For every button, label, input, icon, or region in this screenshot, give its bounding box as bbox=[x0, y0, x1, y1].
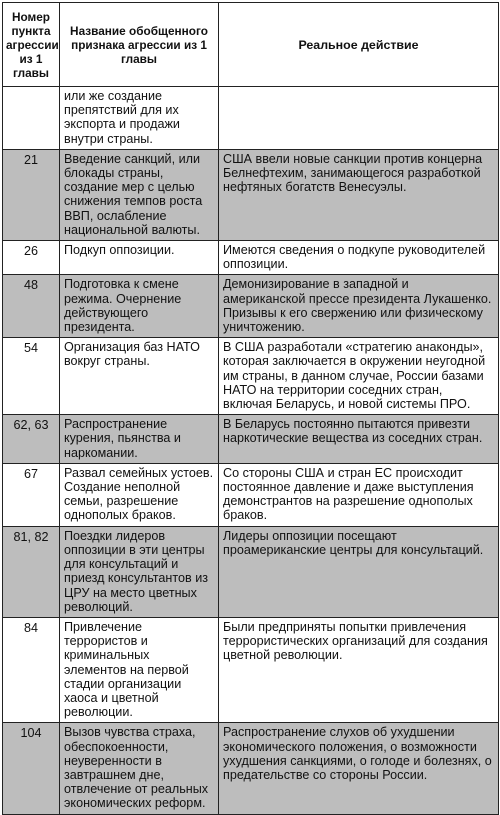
table-body bbox=[3, 87, 499, 815]
cell-sign-name: Поездки лидеров оппозиции в эти центры для консультаций и приезд консультантов из ЦРУ на место цветных революций. bbox=[60, 526, 219, 617]
table-row bbox=[3, 723, 499, 814]
table-row bbox=[3, 87, 499, 150]
header-number: Номер пункта агрессии из 1 главы bbox=[3, 3, 60, 87]
cell-number: 21 bbox=[3, 149, 60, 240]
cell-real-action: США ввели новые санкции против концерна Белнефтехим, занимающегося разработкой нефтяных богатств Венесуэлы. bbox=[219, 149, 499, 240]
table-row bbox=[3, 149, 499, 240]
cell-number: 104 bbox=[3, 723, 60, 814]
cell-real-action: В США разработали «стратегию анаконды», которая заключается в окружении неугодной им страны, в данном случае, России базами НАТО на территории соседних стран, включая Беларусь, и новой системы ПРО. bbox=[219, 338, 499, 415]
table-row bbox=[3, 526, 499, 617]
cell-number: 81, 82 bbox=[3, 526, 60, 617]
cell-sign-name: Развал семейных устоев. Создание неполной семьи, разрешение однополых браков. bbox=[60, 463, 219, 526]
cell-real-action: Демонизирование в западной и американской прессе президента Лукашенко. Призывы к его свержению или физическому уничтожению. bbox=[219, 275, 499, 338]
cell-number: 54 bbox=[3, 338, 60, 415]
table-row bbox=[3, 241, 499, 275]
cell-sign-name: Распространение курения, пьянства и наркомании. bbox=[60, 415, 219, 464]
cell-sign-name: Подкуп оппозиции. bbox=[60, 241, 219, 275]
cell-number: 26 bbox=[3, 241, 60, 275]
table-row bbox=[3, 415, 499, 464]
cell-number: 62, 63 bbox=[3, 415, 60, 464]
cell-sign-name: Вызов чувства страха, обеспокоенности, неуверенности в завтрашнем дне, отвлечение от реальных экономических реформ. bbox=[60, 723, 219, 814]
cell-real-action: Имеются сведения о подкупе руководителей оппозиции. bbox=[219, 241, 499, 275]
cell-sign-name: Подготовка к смене режима. Очернение действующего президента. bbox=[60, 275, 219, 338]
cell-sign-name: Введение санкций, или блокады страны, создание мер с целью снижения темпов роста ВВП, ослабление национальной валюты. bbox=[60, 149, 219, 240]
table-row bbox=[3, 275, 499, 338]
header-sign-name: Название обобщенного признака агрессии из 1 главы bbox=[60, 3, 219, 87]
cell-number bbox=[3, 87, 60, 150]
cell-sign-name: Привлечение террористов и криминальных элементов на первой стадии организации хаоса и цветной революции. bbox=[60, 617, 219, 722]
cell-sign-name: или же создание препятствий для их экспорта и продажи внутри страны. bbox=[60, 87, 219, 150]
cell-real-action: Со стороны США и стран ЕС происходит постоянное давление и даже выступления демонстрантов на разрешение однополых браков. bbox=[219, 463, 499, 526]
aggression-table bbox=[2, 2, 499, 815]
header-real-action: Реальное действие bbox=[219, 3, 499, 87]
cell-real-action: В Беларусь постоянно пытаются привезти наркотические вещества из соседних стран. bbox=[219, 415, 499, 464]
cell-number: 48 bbox=[3, 275, 60, 338]
cell-real-action: Были предприняты попытки привлечения террористических организаций для создания цветной революции. bbox=[219, 617, 499, 722]
header-row bbox=[3, 3, 499, 87]
cell-number: 84 bbox=[3, 617, 60, 722]
cell-real-action: Распространение слухов об ухудшении экономического положения, о возможности ухудшения санкциями, о голоде и болезнях, о предательстве со стороны России. bbox=[219, 723, 499, 814]
table-row bbox=[3, 463, 499, 526]
cell-real-action: Лидеры оппозиции посещают проамериканские центры для консультаций. bbox=[219, 526, 499, 617]
cell-sign-name: Организация баз НАТО вокруг страны. bbox=[60, 338, 219, 415]
cell-number: 67 bbox=[3, 463, 60, 526]
table-row bbox=[3, 617, 499, 722]
cell-real-action bbox=[219, 87, 499, 150]
table-header bbox=[3, 3, 499, 87]
table-row bbox=[3, 338, 499, 415]
